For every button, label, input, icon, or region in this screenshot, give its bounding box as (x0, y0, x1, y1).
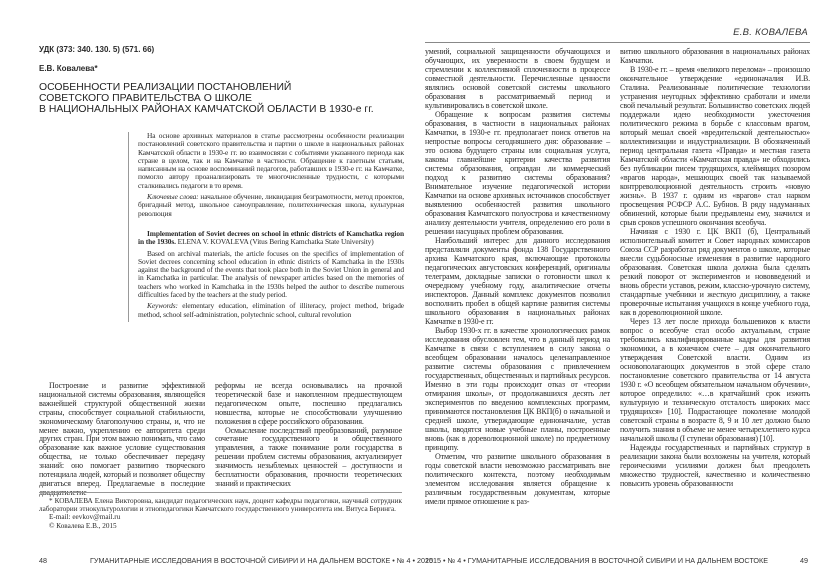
udk-code: УДК (373: 340. 130. 5) (571. 66) (39, 45, 155, 54)
header-rule (425, 42, 810, 43)
article-author: Е.В. Ковалева* (39, 64, 98, 73)
title-line: В НАЦИОНАЛЬНЫХ РАЙОНАХ КАМЧАТСКОЙ ОБЛАСТИ В 1930-е гг. (39, 104, 374, 115)
body-column-left-1 (39, 382, 205, 498)
paragraph: Построение и развитие эффективной национальной системы образования, являющейся важнейшей структурой общественной жизни страны, способствует социальной стабильности, экономическому благополучию страны, и, что не менее важно, укреплению ее авторитета среди других стран. При этом важно понимать, что само образование как важное условие существования общества, не только обеспечивает передачу знаний: оно помогает развитию творческого потенциала людей, который и позволяет обществу двигаться вперед. Предлагаемые в последние двадцатилетие (39, 381, 205, 497)
paragraph: Надежды государственных и партийных структур в реализации закона были возложены на учителя, который героическими усилиями должен был преодолеть множество трудностей, качественно и количественно повысить уровень образованности (620, 443, 810, 488)
page-number-right: 49 (800, 556, 808, 565)
paragraph: Наибольший интерес для данного исследования представляли документы фонда 138 Государственного архива Камчатского края, включающие протоколы педагогических августовских конференций, оригиналы телеграмм, докладные записки о готовности школ к очередному учебному году, аналитические отчеты инспекторов. Данный комплекс документов позволил восполнить пробел в общей картине развития системы школьного образования в национальных районах Камчатке в 1930-е гг. (425, 236, 610, 326)
keywords-en (138, 302, 404, 319)
footnote-author-info: * КОВАЛЕВА Елена Викторовна, кандидат педагогических наук, доцент кафедры педагогики, научный сотрудник лаборатории этнокультурологии и этнопедагогики Камчатского государственного университета им. Витуса Беринга. (39, 497, 402, 514)
paragraph: умений, социальной защищенности обучающихся и обучающих, их уверенности в своем будущем и стремлении к коллективной сплоченности в процессе совместной деятельности. Перечисленные ценности являлись основой советской системы школьного образования в рассматриваемый период и культивировались в советской школе. (425, 47, 610, 110)
paragraph: Осмысление последствий преобразований, разумное сочетание государственного и общественного управления, а также понимание роли государства в решении проблем системы образования, актуализирует значимость незыблемых ценностей – доступности и бесплатности образования, прочности теоретических знаний и практических (215, 425, 402, 488)
footnote (39, 497, 402, 530)
footnote-copyright: © Ковалева Е.В., 2015 (49, 521, 117, 530)
paragraph: Через 13 лет после прихода большевиков к власти вопрос о всеобуче стал особо актуальным, стране требовались квалифицированные кадры для развития экономики, а в конечном счете – для окончательного утверждения Советской власти. Одним из основополагающих документов в этой сфере стало постановление советского правительства от 14 августа 1930 г. «О всеобщем обязательном начальном обучении», которое определило: «…в кратчайший срок изжить культурную и техническую отсталость широких масс трудящихся» [10]. Подрастающее поколение молодой советской страны в возрасте 8, 9 и 10 лет должно было получить знания в объеме не менее четырехлетнего курса начальной школы (I ступени образования) [10]. (620, 317, 810, 443)
article-title (39, 82, 374, 115)
footnote-divider (39, 492, 402, 493)
abstract-block (128, 132, 404, 322)
paragraph: Начиная с 1930 г. ЦК ВКП (б), Центральный исполнительный комитет и Совет народных комиссаров Союза ССР разработал ряд документов о школе, которые внесли судьбоносные изменения в развитие народного образования. Советская школа должна была сделать резкий поворот от экспериментов и нововведений и вновь обрести уставов, режим, классно-урочную систему, стандартные учебники и жесткую дисциплину, а также проверочные испытания учащихся в конце учебного года, как в дореволюционной школе. (620, 227, 810, 317)
keywords-ru-label: Ключевые слова: (147, 192, 199, 202)
keywords-en-text: elementary education, elimination of illiteracy, project method, brigade method, school self-administration, polytechnic school, cultural revolution (138, 301, 404, 319)
keywords-ru-text: начальное обучение, ликвидация безграмотности, метод проектов, бригадный метод, школьное самоуправление, политехническая школа, культурная революция (138, 192, 405, 218)
footer-journal-right: 2015 • № 4 • ГУМАНИТАРНЫЕ ИССЛЕДОВАНИЯ В ВОСТОЧНОЙ СИБИРИ И НА ДАЛЬНЕМ ВОСТОКЕ (425, 556, 768, 565)
title-en: Implementation of Soviet decrees on school in ethnic districts of Kamchatka region in the 1930s. (138, 228, 404, 247)
running-header: Е.В. КОВАЛЕВА (733, 27, 808, 38)
body-column-left-2 (215, 382, 402, 489)
paragraph: реформы не всегда основывались на прочной теоретической базе и накопленном предшествующем педагогическом опыте, поспешно предлагались новшества, которые не способствовали улучшению положения в сфере российского образования. (215, 381, 402, 426)
paragraph: витию школьного образования в национальных районах Камчатки. (620, 47, 810, 65)
page-number-left: 48 (39, 556, 47, 565)
footnote-email: E-mail: eevkov@mail.ru (49, 513, 121, 522)
body-column-right-2 (620, 47, 810, 488)
abstract-ru: На основе архивных материалов в статье рассмотрены особенности реализации постановлений советского правительства и партии о школе в национальных районах Камчатской области в 1930-е гг. во взаимосвязи с событиями указанного периода как стране в целом, так и на Камчатке в частности. Обращение к газетным статьям, написанным на основе воспоминаний педагогов, работавших в 1930-е гг. на Камчатке, помогло автору проанализировать те многочисленные трудности, с которыми сталкивались педагоги в то время. (138, 131, 404, 190)
keywords-ru (138, 193, 404, 218)
body-column-right-1 (425, 47, 610, 506)
paragraph: В 1930-е гг. – время «великого перелома» – произошло окончательное утверждение «единоначалия И.В. Сталина. Реализованные политические технологии устранения неугодных эффективно сработали и имели свой печальный результат. Большинство советских людей поддержали идею необходимости ужесточения политического режима в борьбе с классовым врагом, который мешал своей «вредительской деятельностью» коллективизации и индустриализации. В обозначенный период центральная газета «Правда» и местная газета Камчатской области «Камчатская правда» не обходились без публикации писем трудящихся, клеймящих позором «врагов народа», мешающих своей так называемой контрреволюционной деятельность строить «новую жизнь». В 1937 г. одним из «врагов» стал нарком просвещения РСФСР А.С. Бубнов. В ряду надуманных обвинений, которые были предъявлены ему, значился и срыв сроков успешного окончания всеобуча. (620, 65, 810, 227)
paragraph: Обращение к вопросам развития системы образования, в частности в национальных районах Камчатки, в 1930-е гг. предполагает поиск ответов на непростые вопросы сегодняшнего дня: образование – это основа будущего страны или социальная услуга, каковы главнейшие критерии качества развития системы образования, оправдан ли коммерческий подход к развитию системы образования? Внимательное изучение педагогической истории Камчатки на основе архивных источников способствует выявлению особенностей развития школьного образования Камчатского полуострова и качественному анализу деятельности учителя, определению его роли в решении насущных проблем образования. (425, 110, 610, 236)
paragraph: Отметим, что развитие школьного образования в годы советской власти невозможно рассматривать вне политического контекста, поэтому необходимым элементом исследования является обращение к различным государственным документам, которые имели прямое отношение к раз- (425, 452, 610, 506)
title-en-block (138, 230, 404, 247)
keywords-en-label: Keywords: (147, 301, 178, 311)
title-line: СОВЕТСКОГО ПРАВИТЕЛЬСТВА О ШКОЛЕ (39, 93, 252, 104)
paragraph: Выбор 1930-х гг. в качестве хронологических рамок исследования обусловлен тем, что в данный период на Камчатке в связи с вступлением в силу закона о всеобщем образовании началось целенаправленное развитие системы образования с привлечением государственных, общественных и партийных ресурсов. Именно в эти годы происходит отказ от «теории отмирания школы», от продолжавшихся десять лет экспериментов по введению комплексных программ, принимаются постановления ЦК ВКП(б) о начальной и средней школе, утверждающие единоначалие, устав школы, вводятся новые учебные планы, построенные вновь (как в дореволюционной школе) по предметному принципу. (425, 326, 610, 452)
author-en: ELENA V. KOVALEVA (Vitus Bering Kamchatka State University) (175, 237, 374, 247)
footer-journal-left: ГУМАНИТАРНЫЕ ИССЛЕДОВАНИЯ В ВОСТОЧНОЙ СИБИРИ И НА ДАЛЬНЕМ ВОСТОКЕ • № 4 • 2015 (90, 556, 433, 565)
title-line: ОСОБЕННОСТИ РЕАЛИЗАЦИИ ПОСТАНОВЛЕНИЙ (39, 82, 292, 93)
abstract-en: Based on archival materials, the article focuses on the specifics of implementation of Soviet decrees concerning school education in ethnic districts of Kamchatka in the 1930s against the background of the events that took place both in the Soviet Union in general and in Kamchatka in particular. The analysis of newspaper articles based on the memories of teachers who worked in Kamchatka in the 1930s helped the author to describe numerous difficulties faced by the teachers at the study period. (138, 248, 404, 300)
